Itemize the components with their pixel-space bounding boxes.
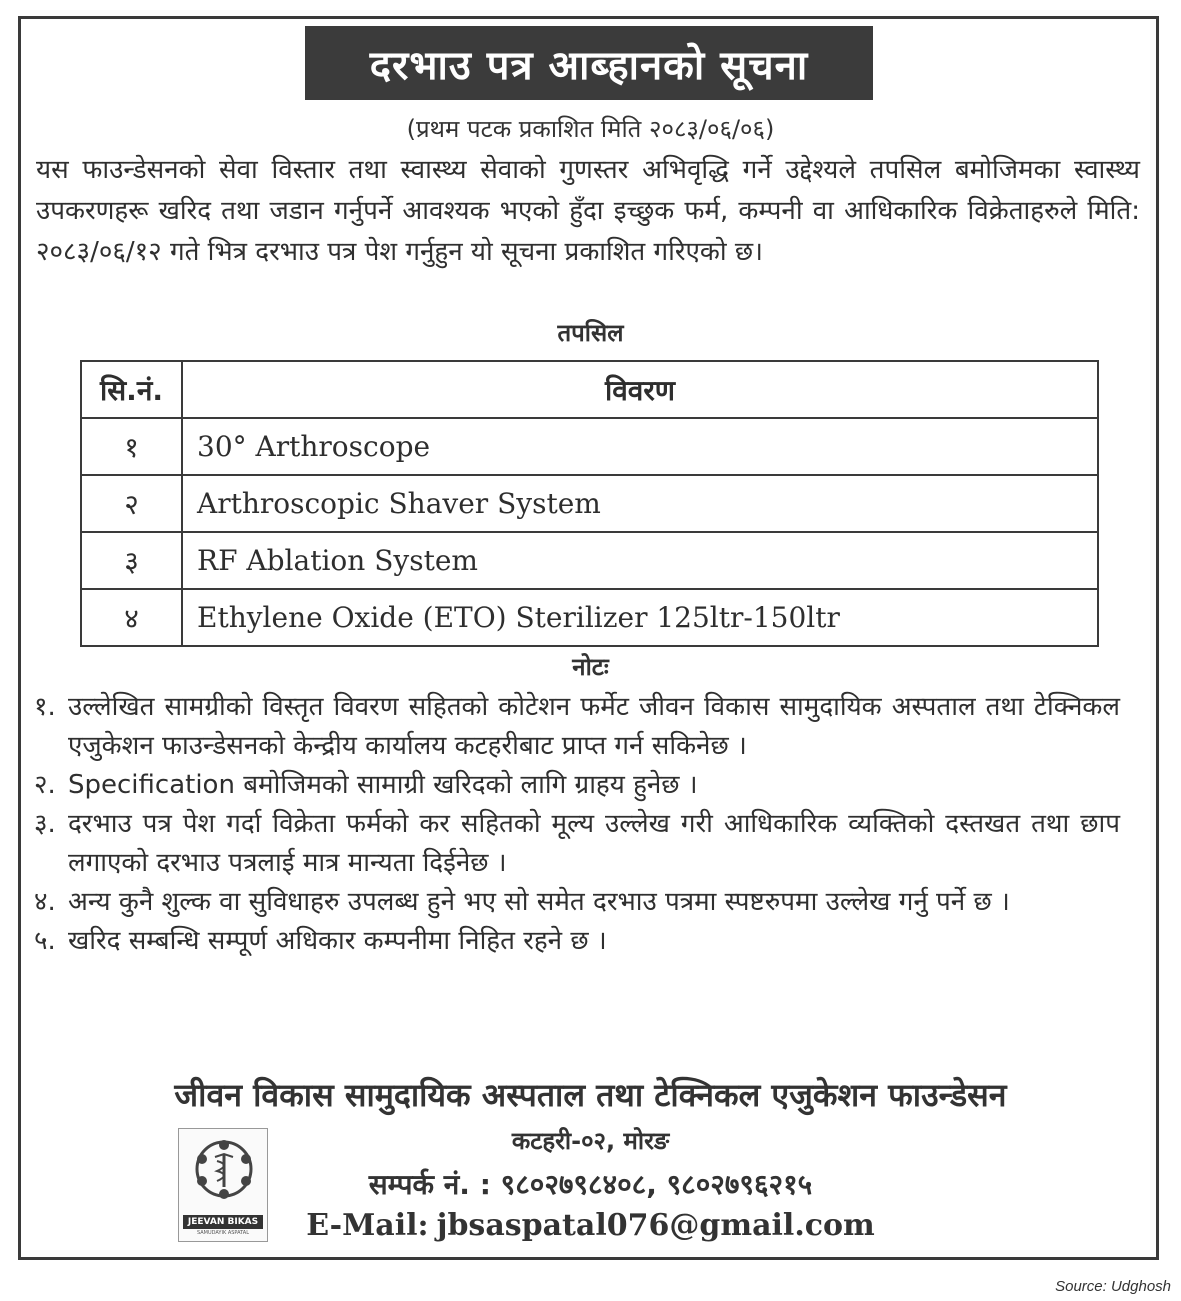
table-header-row bbox=[81, 361, 1098, 418]
row-description: 30° Arthroscope bbox=[182, 418, 1098, 475]
note-text: उल्लेखित सामग्रीको विस्तृत विवरण सहितको कोटेशन फर्मेट जीवन विकास सामुदायिक अस्पताल तथा टेक्निकल एजुकेशन फाउन्डेसनको केन्द्रीय कार्यालय कटहरीबाट प्राप्त गर्न सकिनेछ । bbox=[68, 692, 1120, 761]
note-number: २. bbox=[34, 770, 56, 800]
note-item bbox=[34, 688, 1120, 766]
row-description: Arthroscopic Shaver System bbox=[182, 475, 1098, 532]
row-serial: २ bbox=[81, 475, 182, 532]
column-header-description: विवरण bbox=[182, 361, 1098, 418]
table-row bbox=[81, 418, 1098, 475]
note-number: ३. bbox=[34, 809, 56, 839]
notice-title: दरभाउ पत्र आब्हानको सूचना bbox=[305, 26, 873, 100]
note-number: ५. bbox=[34, 926, 56, 956]
row-description: RF Ablation System bbox=[182, 532, 1098, 589]
row-serial: ३ bbox=[81, 532, 182, 589]
note-number: १. bbox=[34, 692, 56, 722]
email-line bbox=[0, 1208, 1181, 1243]
organization-name: जीवन विकास सामुदायिक अस्पताल तथा टेक्निकल एजुकेशन फाउन्डेसन bbox=[174, 1076, 1007, 1114]
logo-text: JEEVAN BIKAS bbox=[183, 1215, 263, 1229]
row-serial: ४ bbox=[81, 589, 182, 646]
note-text: अन्य कुनै शुल्क वा सुविधाहरु उपलब्ध हुने भए सो समेत दरभाउ पत्रमा स्पष्टरुपमा उल्लेख गर्नु पर्ने छ । bbox=[68, 887, 1010, 917]
note-number: ४. bbox=[34, 887, 56, 917]
email-label: E-Mail: bbox=[306, 1208, 429, 1243]
row-description: Ethylene Oxide (ETO) Sterilizer 125ltr-150ltr bbox=[182, 589, 1098, 646]
organization-address: कटहरी-०२, मोरङ bbox=[511, 1127, 670, 1155]
items-table bbox=[80, 360, 1099, 647]
schedule-heading: तपसिल bbox=[557, 319, 624, 347]
note-item bbox=[34, 922, 1120, 961]
note-item bbox=[34, 766, 1120, 805]
note-item bbox=[34, 883, 1120, 922]
note-item bbox=[34, 805, 1120, 883]
table-row bbox=[81, 475, 1098, 532]
notes-list bbox=[34, 688, 1120, 961]
logo-subtext: SAMUDAYIK ASPATAL bbox=[196, 1230, 250, 1236]
publication-date: (प्रथम पटक प्रकाशित मिति २०८३/०६/०६) bbox=[406, 115, 775, 143]
note-text: दरभाउ पत्र पेश गर्दा विक्रेता फर्मको कर सहितको मूल्य उल्लेख गरी आधिकारिक व्यक्तिको दस्तखत तथा छाप लगाएको दरभाउ पत्रलाई मात्र मान्यता दिईनेछ । bbox=[68, 809, 1120, 878]
notes-heading: नोटः bbox=[572, 653, 609, 681]
table-row bbox=[81, 532, 1098, 589]
row-serial: १ bbox=[81, 418, 182, 475]
contact-numbers: सम्पर्क नं. : ९८०२७९८४०८, ९८०२७९६२१५ bbox=[368, 1168, 813, 1201]
note-text: खरिद सम्बन्धि सम्पूर्ण अधिकार कम्पनीमा निहित रहने छ । bbox=[68, 926, 607, 956]
column-header-sn: सि.नं. bbox=[81, 361, 182, 418]
table-row bbox=[81, 589, 1098, 646]
email-address: jbsaspatal076@gmail.com bbox=[436, 1208, 875, 1243]
source-credit: Source: Udghosh bbox=[1055, 1278, 1171, 1295]
intro-paragraph: यस फाउन्डेसनको सेवा विस्तार तथा स्वास्थ्य सेवाको गुणस्तर अभिवृद्धि गर्ने उद्देश्यले तपसिल बमोजिमका स्वास्थ्य उपकरणहरू खरिद तथा जडान गर्नुपर्ने आवश्यक भएको हुँदा इच्छुक फर्म, कम्पनी वा आधिकारिक विक्रेताहरुले मिति: २०८३/०६/१२ गते भित्र दरभाउ पत्र पेश गर्नुहुन यो सूचना प्रकाशित गरिएको छ। bbox=[36, 155, 1140, 267]
note-text: Specification बमोजिमको सामाग्री खरिदको लागि ग्राहय हुनेछ । bbox=[68, 770, 698, 800]
